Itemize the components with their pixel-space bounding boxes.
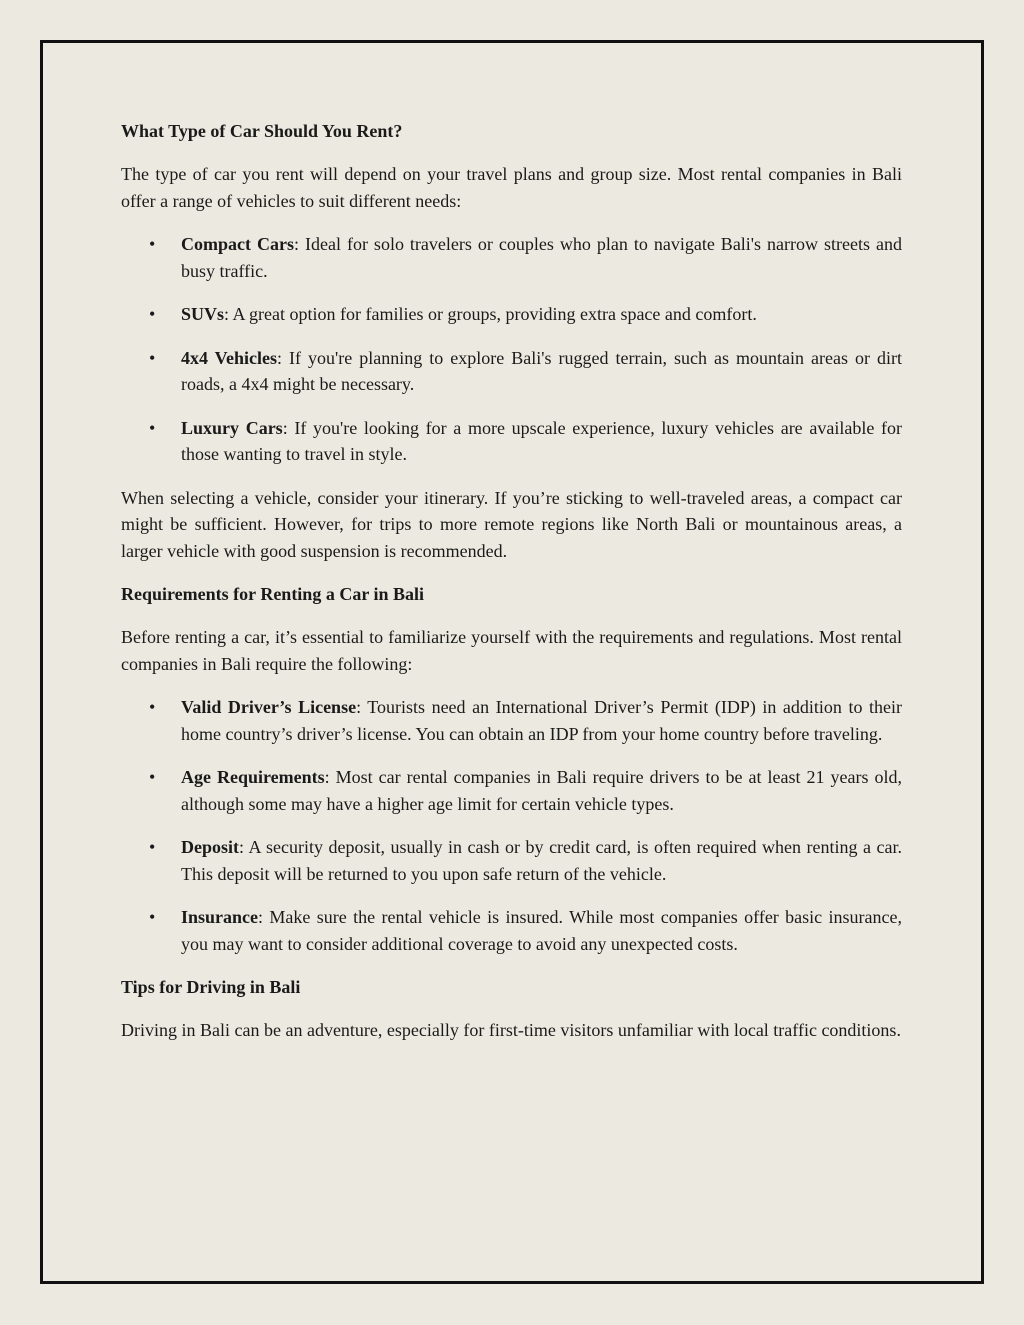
section-heading-car-type: What Type of Car Should You Rent? xyxy=(121,121,403,141)
bullet-icon: • xyxy=(149,767,156,787)
section-heading-requirements: Requirements for Renting a Car in Bali xyxy=(121,584,425,604)
list-item-text: : If you're looking for a more upscale experience, luxury vehicles are available for those wanting to travel in style. xyxy=(181,417,902,464)
list-item-term: Insurance xyxy=(181,907,259,927)
list-item-term: Luxury Cars xyxy=(181,417,283,438)
section-intro-driving-tips: Driving in Bali can be an adventure, especially for first-time visitors unfamiliar with local traffic conditions. xyxy=(121,1020,901,1040)
list-item-text: : Tourists need an International Driver’s Permit (IDP) in addition to their home country’s driver’s license. You can obtain an IDP from your home country before traveling. xyxy=(181,697,902,744)
requirements-list xyxy=(121,694,902,957)
list-item-text: : Most car rental companies in Bali require drivers to be at least 21 years old, although some may have a higher age limit for certain vehicle types. xyxy=(181,767,902,814)
bullet-icon: • xyxy=(149,417,156,438)
list-item xyxy=(121,415,902,468)
list-item-term: Deposit xyxy=(181,837,239,857)
list-item-term: Age Requirements xyxy=(181,767,325,787)
car-type-list xyxy=(121,231,902,468)
bullet-icon: • xyxy=(149,697,156,717)
list-item-term: SUVs xyxy=(181,304,225,324)
list-item xyxy=(121,301,902,328)
list-item-text: : A great option for families or groups, providing extra space and comfort. xyxy=(224,304,757,324)
list-item-text: : A security deposit, usually in cash or by credit card, is often required when renting a car. This deposit will be returned to you upon safe return of the vehicle. xyxy=(181,837,902,884)
document-body xyxy=(121,118,902,1061)
list-item xyxy=(121,764,902,817)
bullet-icon: • xyxy=(149,837,156,857)
list-item-term: Valid Driver’s License xyxy=(181,697,357,717)
section-outro-car-type: When selecting a vehicle, consider your itinerary. If you’re sticking to well-traveled areas, a compact car might be sufficient. However, for trips to more remote regions like North Bali or mountainous areas, a larger vehicle with good suspension is recommended. xyxy=(121,487,902,561)
list-item-term: Compact Cars xyxy=(181,234,294,254)
list-item-text: : Make sure the rental vehicle is insured. While most companies offer basic insurance, you may want to consider additional coverage to avoid any unexpected costs. xyxy=(181,907,902,954)
list-item xyxy=(121,231,902,284)
bullet-icon: • xyxy=(149,347,156,368)
section-heading-driving-tips: Tips for Driving in Bali xyxy=(121,977,301,997)
list-item-text: : If you're planning to explore Bali's rugged terrain, such as mountain areas or dirt roads, a 4x4 might be necessary. xyxy=(181,347,902,394)
list-item xyxy=(121,345,902,398)
list-item xyxy=(121,834,902,887)
bullet-icon: • xyxy=(149,234,156,254)
section-intro-car-type: The type of car you rent will depend on your travel plans and group size. Most rental companies in Bali offer a range of vehicles to suit different needs: xyxy=(121,164,902,211)
list-item-text: : Ideal for solo travelers or couples who plan to navigate Bali's narrow streets and busy traffic. xyxy=(181,234,902,281)
list-item-term: 4x4 Vehicles xyxy=(181,347,278,368)
bullet-icon: • xyxy=(149,304,156,324)
bullet-icon: • xyxy=(149,907,156,927)
list-item xyxy=(121,904,902,957)
list-item xyxy=(121,694,902,747)
section-intro-requirements: Before renting a car, it’s essential to familiarize yourself with the requirements and regulations. Most rental companies in Bali require the following: xyxy=(121,627,902,674)
